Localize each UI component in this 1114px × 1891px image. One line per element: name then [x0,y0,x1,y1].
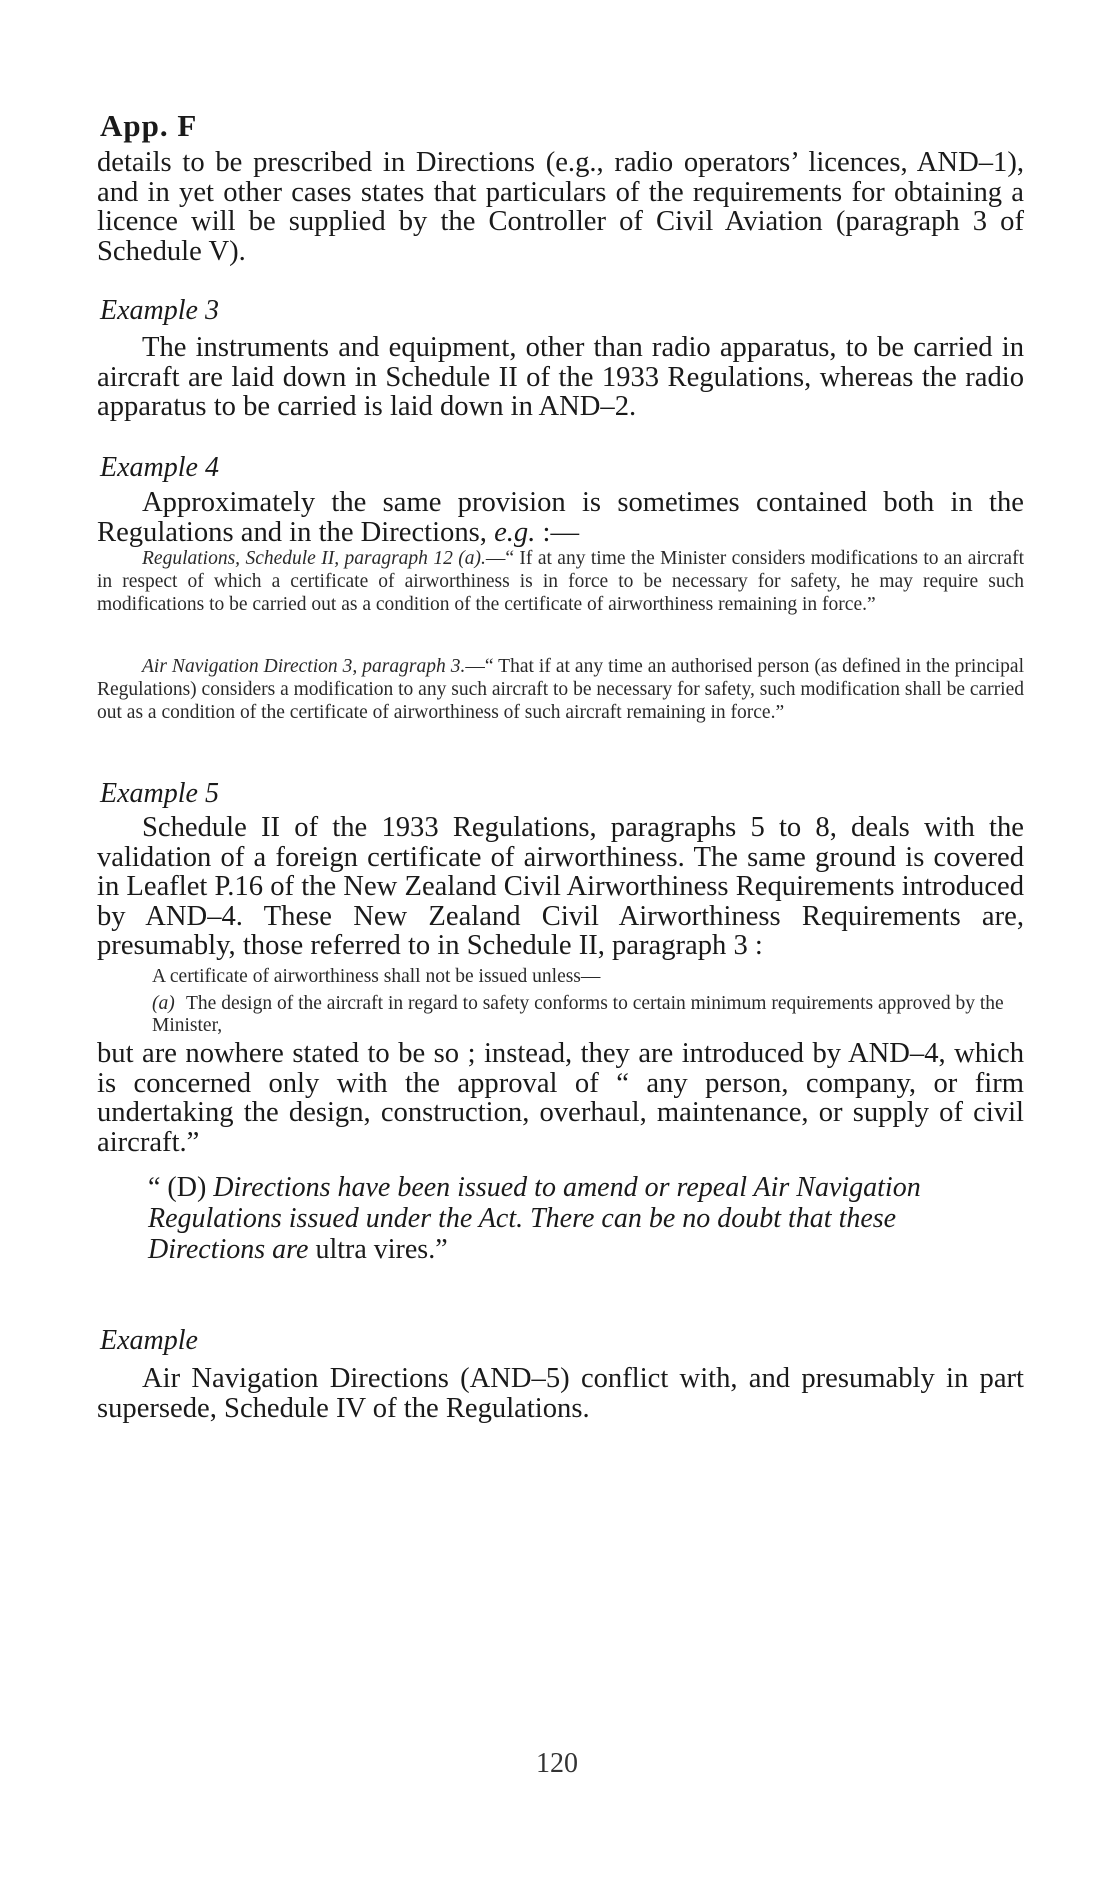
example-4-eg: e.g. [494,516,536,548]
example-5-text: Schedule II of the 1933 Regulations, paragraphs 5 to 8, deals with the validation of a foreign certificate of airworthiness. The same ground is covered in Leaflet P.16 of the New Zealand Civil Airworthiness Requirements introduced by AND–4. These New Zealand Civil Airworthiness Requirements are, presumably, those referred to in Schedule II, paragraph 3 : [97,812,1024,961]
example-4-intro [97,488,1024,547]
example-3-heading: Example 3 [100,295,219,326]
quote-direction-ref: Air Navigation Direction 3, paragraph 3. [142,656,466,677]
example-4-intro-text: Approximately the same provision is sometimes contained both in the Regulations and in the Directions, [97,487,1024,548]
quote-direction-text: —“ That if at any time an authorised person (as defined in the principal Regulations) considers a modification to any such aircraft to be necessary for safety, such modification shall be carried out as a condition of the certificate of airworthiness of such aircraft remaining in force.” [97,656,1024,723]
example-3-text: The instruments and equipment, other than radio apparatus, to be carried in aircraft are laid down in Schedule II of the 1933 Regulations, whereas the radio apparatus to be carried is laid down in AND–2. [97,332,1024,422]
section-d-italic-text: Directions have been issued to amend or repeal Air Navigation Regulations issued under the Act. There can be no doubt that these Directions are [148,1172,921,1265]
quote-regulations-text: —“ If at any time the Minister considers modifications to an aircraft in respect of which a certificate of airworthiness is in force to be necessary for safety, he may require such modifications to be carried out as a condition of the certificate of airworthiness remaining in force.” [97,548,1024,615]
example-4-intro-tail: :— [535,516,580,548]
example-4-heading: Example 4 [100,452,219,483]
example-5-heading: Example 5 [100,778,219,809]
quote-regulations-ref: Regulations, Schedule II, paragraph 12 (a). [142,548,486,569]
page-header: App. F [100,108,198,143]
example-5-continuation: but are nowhere stated to be so ; instead, they are introduced by AND–4, which is concerned only with the approval of “ any person, company, or firm undertaking the design, construction, overhaul, maintenance, or supply of civil aircraft.” [97,1038,1024,1158]
sub-item-text: The design of the aircraft in regard to safety conforms to certain minimum requirements approved by the Minister, [152,993,1004,1036]
quote-direction [97,655,1024,724]
example-5-sub-item [152,993,1022,1037]
page-number: 120 [536,1748,578,1779]
example-final-heading: Example [100,1325,198,1356]
sub-item-label: (a) [152,993,175,1014]
section-d-quote [148,1172,948,1265]
section-d-label: “ (D) [148,1172,207,1203]
section-d-roman-text: ultra vires.” [315,1234,448,1265]
quote-regulations [97,547,1024,616]
example-5-sub-line: A certificate of airworthiness shall not be issued unless— [152,966,601,987]
example-final-text: Air Navigation Directions (AND–5) conflict with, and presumably in part supersede, Schedule IV of the Regulations. [97,1363,1024,1424]
intro-paragraph: details to be prescribed in Directions (e.g., radio operators’ licences, AND–1), and in yet other cases states that particulars of the requirements for obtaining a licence will be supplied by the Controller of Civil Aviation (paragraph 3 of Schedule V). [97,147,1024,267]
